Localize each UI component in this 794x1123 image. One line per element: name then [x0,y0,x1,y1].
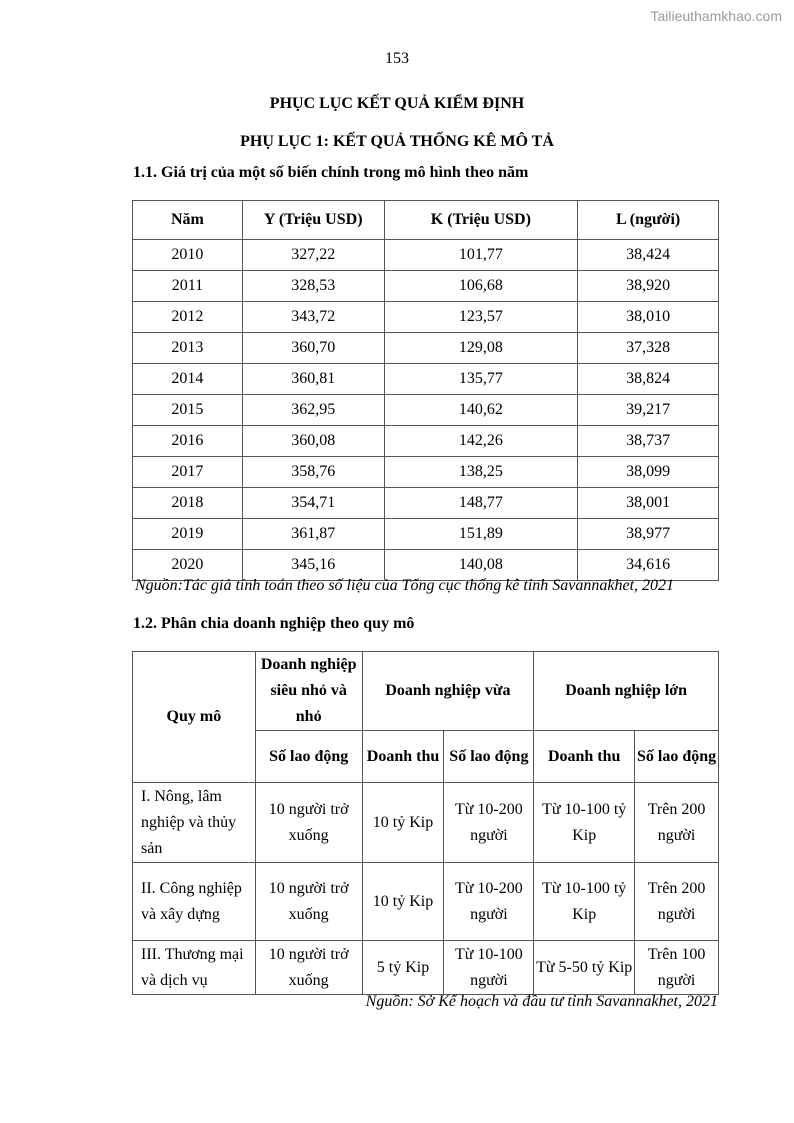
l-value-cell: 38,737 [578,426,719,457]
l-value-cell: 39,217 [578,395,719,426]
table-row [133,863,719,941]
table-row [133,488,719,519]
y-value-cell: 327,22 [242,240,384,271]
variables-by-year-table [132,200,719,581]
table-row [133,457,719,488]
header-k: K (Triệu USD) [384,201,578,240]
table-row [133,271,719,302]
header-medium: Doanh nghiệp vừa [362,652,534,731]
header-l: L (người) [578,201,719,240]
table-row [133,395,719,426]
section-2-title: 1.2. Phân chia doanh nghiệp theo quy mô [133,615,415,632]
y-value-cell: 328,53 [242,271,384,302]
enterprise-scale-table [132,651,719,995]
y-value-cell: 345,16 [242,550,384,581]
large-labor-cell: Trên 200 người [635,783,719,863]
l-value-cell: 37,328 [578,333,719,364]
header-micro-small: Doanh nghiệp siêu nhỏ và nhỏ [255,652,362,731]
medium-labor-cell: Từ 10-200 người [444,783,534,863]
small-labor-cell: 10 người trở xuống [255,863,362,941]
source-note-2: Nguồn: Sở Kế hoạch và đầu tư tỉnh Savannakhet, 2021 [365,993,718,1010]
year-cell: 2010 [133,240,243,271]
subheader-revenue-medium: Doanh thu [362,731,444,783]
watermark: Tailieuthamkhao.com [650,8,782,24]
k-value-cell: 140,08 [384,550,578,581]
k-value-cell: 148,77 [384,488,578,519]
year-cell: 2015 [133,395,243,426]
header-year: Năm [133,201,243,240]
y-value-cell: 361,87 [242,519,384,550]
table-header-row [133,201,719,240]
subheader-labor-large: Số lao động [635,731,719,783]
y-value-cell: 343,72 [242,302,384,333]
year-cell: 2013 [133,333,243,364]
subheader-labor-small: Số lao động [255,731,362,783]
large-revenue-cell: Từ 10-100 tỷ Kip [534,783,635,863]
year-cell: 2018 [133,488,243,519]
y-value-cell: 354,71 [242,488,384,519]
k-value-cell: 106,68 [384,271,578,302]
sector-cell: I. Nông, lâm nghiệp và thủy sản [133,783,256,863]
y-value-cell: 358,76 [242,457,384,488]
subheader-labor-medium: Số lao động [444,731,534,783]
year-cell: 2016 [133,426,243,457]
medium-revenue-cell: 10 tỷ Kip [362,783,444,863]
table-row [133,426,719,457]
year-cell: 2020 [133,550,243,581]
l-value-cell: 38,977 [578,519,719,550]
medium-revenue-cell: 5 tỷ Kip [362,941,444,995]
k-value-cell: 101,77 [384,240,578,271]
page-number: 153 [385,50,409,67]
l-value-cell: 34,616 [578,550,719,581]
y-value-cell: 362,95 [242,395,384,426]
small-labor-cell: 10 người trở xuống [255,941,362,995]
large-labor-cell: Trên 200 người [635,863,719,941]
table-row [133,783,719,863]
table-row [133,240,719,271]
table-row [133,333,719,364]
k-value-cell: 135,77 [384,364,578,395]
large-labor-cell: Trên 100 người [635,941,719,995]
y-value-cell: 360,08 [242,426,384,457]
year-cell: 2017 [133,457,243,488]
header-scale: Quy mô [133,652,256,783]
table-row [133,364,719,395]
medium-revenue-cell: 10 tỷ Kip [362,863,444,941]
year-cell: 2019 [133,519,243,550]
l-value-cell: 38,010 [578,302,719,333]
year-cell: 2014 [133,364,243,395]
subheader-revenue-large: Doanh thu [534,731,635,783]
medium-labor-cell: Từ 10-100 người [444,941,534,995]
appendix-subheading: PHỤ LỤC 1: KẾT QUẢ THỐNG KÊ MÔ TẢ [240,133,554,150]
appendix-heading: PHỤC LỤC KẾT QUẢ KIỂM ĐỊNH [269,95,525,112]
table-row [133,302,719,333]
sector-cell: II. Công nghiệp và xây dựng [133,863,256,941]
l-value-cell: 38,099 [578,457,719,488]
k-value-cell: 129,08 [384,333,578,364]
k-value-cell: 142,26 [384,426,578,457]
table-header-row [133,652,719,731]
section-1-title: 1.1. Giá trị của một số biến chính trong mô hình theo năm [133,164,529,181]
large-revenue-cell: Từ 10-100 tỷ Kip [534,863,635,941]
header-y: Y (Triệu USD) [242,201,384,240]
k-value-cell: 123,57 [384,302,578,333]
header-large: Doanh nghiệp lớn [534,652,719,731]
l-value-cell: 38,001 [578,488,719,519]
k-value-cell: 151,89 [384,519,578,550]
l-value-cell: 38,824 [578,364,719,395]
large-revenue-cell: Từ 5-50 tỷ Kip [534,941,635,995]
k-value-cell: 140,62 [384,395,578,426]
k-value-cell: 138,25 [384,457,578,488]
sector-cell: III. Thương mại và dịch vụ [133,941,256,995]
table-body [133,240,719,581]
year-cell: 2011 [133,271,243,302]
l-value-cell: 38,920 [578,271,719,302]
year-cell: 2012 [133,302,243,333]
table-row [133,519,719,550]
source-note-1: Nguồn:Tác giả tính toán theo số liệu của Tổng cục thống kê tỉnh Savannakhet, 2021 [135,577,675,594]
medium-labor-cell: Từ 10-200 người [444,863,534,941]
y-value-cell: 360,81 [242,364,384,395]
l-value-cell: 38,424 [578,240,719,271]
table-row [133,550,719,581]
small-labor-cell: 10 người trở xuống [255,783,362,863]
table-row [133,941,719,995]
y-value-cell: 360,70 [242,333,384,364]
